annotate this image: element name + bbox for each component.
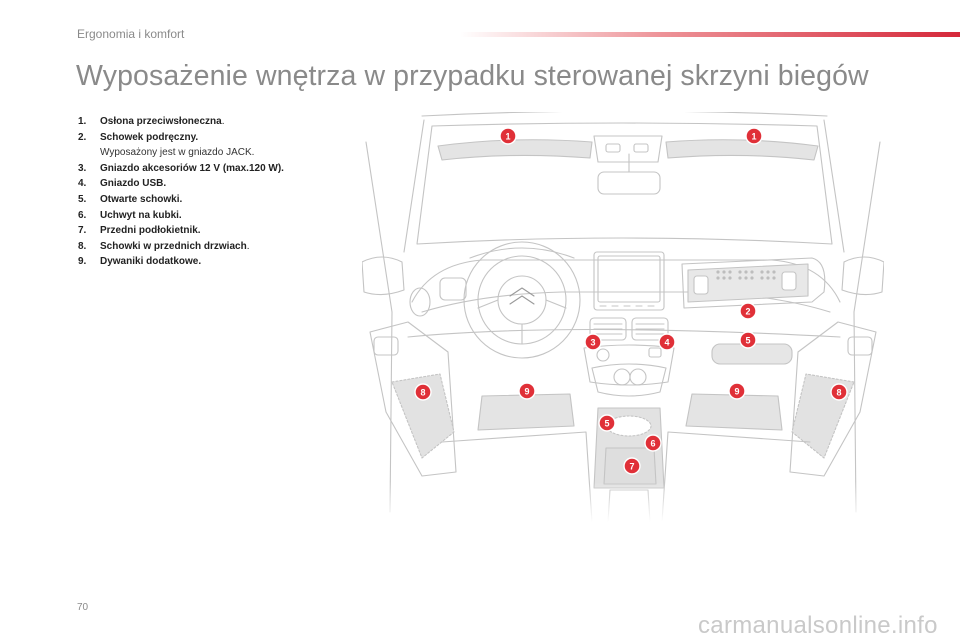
item-number: 7.: [78, 225, 87, 237]
badge-number: 9: [524, 386, 530, 397]
callout-badge: [599, 415, 615, 431]
list-item: [78, 254, 358, 270]
badge-number: 4: [664, 337, 670, 348]
badge-number: 9: [734, 386, 740, 397]
item-tail: .: [246, 240, 250, 252]
callout-badge: [740, 332, 756, 348]
item-number: 5.: [78, 193, 87, 205]
badge-number: 5: [604, 418, 610, 429]
badge-number: 7: [629, 461, 635, 472]
callout-badge: [729, 383, 745, 399]
callout-badge: [585, 334, 601, 350]
callout-badge: [831, 384, 847, 400]
item-label: Uchwyt na kubki.: [100, 209, 182, 221]
badge-number: 3: [590, 337, 596, 348]
badge-number: 1: [751, 131, 757, 142]
callout-badge: [645, 435, 661, 451]
badge-number: 8: [420, 387, 426, 398]
item-label: Gniazdo akcesoriów 12 V (max.120 W).: [100, 162, 284, 174]
callout-badge: [659, 334, 675, 350]
list-item: [78, 223, 358, 239]
item-number: 4.: [78, 178, 87, 190]
list-item: [78, 176, 358, 192]
item-label: Otwarte schowki.: [100, 193, 183, 205]
item-number: 6.: [78, 209, 87, 221]
item-subtext: Wyposażony jest w gniazdo JACK.: [100, 147, 255, 159]
list-item: [78, 114, 358, 130]
section-label: Ergonomia i komfort: [77, 27, 185, 41]
callout-badge: [746, 128, 762, 144]
callout-badge: [519, 383, 535, 399]
car-interior-illustration: [362, 112, 884, 522]
callout-badge: [624, 458, 640, 474]
badge-number: 5: [745, 335, 751, 346]
item-number: 8.: [78, 240, 87, 252]
item-label: Dywaniki dodatkowe.: [100, 256, 202, 268]
list-item: [78, 130, 358, 146]
equipment-list: [78, 114, 358, 270]
badge-number: 2: [745, 306, 751, 317]
page-number: 70: [77, 602, 89, 613]
callout-badge: [500, 128, 516, 144]
list-item: [78, 161, 358, 177]
callout-badge: [740, 303, 756, 319]
item-number: 1.: [78, 116, 87, 127]
list-item: [78, 239, 358, 255]
badge-number: 8: [836, 387, 842, 398]
page-title: Wyposażenie wnętrza w przypadku sterowanej skrzyni biegów: [76, 60, 869, 92]
item-number: 3.: [78, 162, 87, 174]
list-item: [78, 208, 358, 224]
item-label: Osłona przeciwsłoneczna: [100, 116, 222, 127]
item-label: Gniazdo USB.: [100, 178, 167, 190]
item-tail: .: [221, 116, 225, 127]
badge-number: 6: [650, 438, 656, 449]
item-label: Schowek podręczny.: [100, 131, 199, 143]
item-label: Przedni podłokietnik.: [100, 225, 201, 237]
item-number: 2.: [78, 131, 87, 143]
header-accent-bar: [460, 32, 960, 37]
badge-number: 1: [505, 131, 511, 142]
item-number: 9.: [78, 256, 87, 268]
watermark: carmanualsonline.info: [698, 612, 938, 639]
list-item: [78, 192, 358, 208]
callout-badge: [415, 384, 431, 400]
item-label: Schowki w przednich drzwiach: [100, 240, 247, 252]
